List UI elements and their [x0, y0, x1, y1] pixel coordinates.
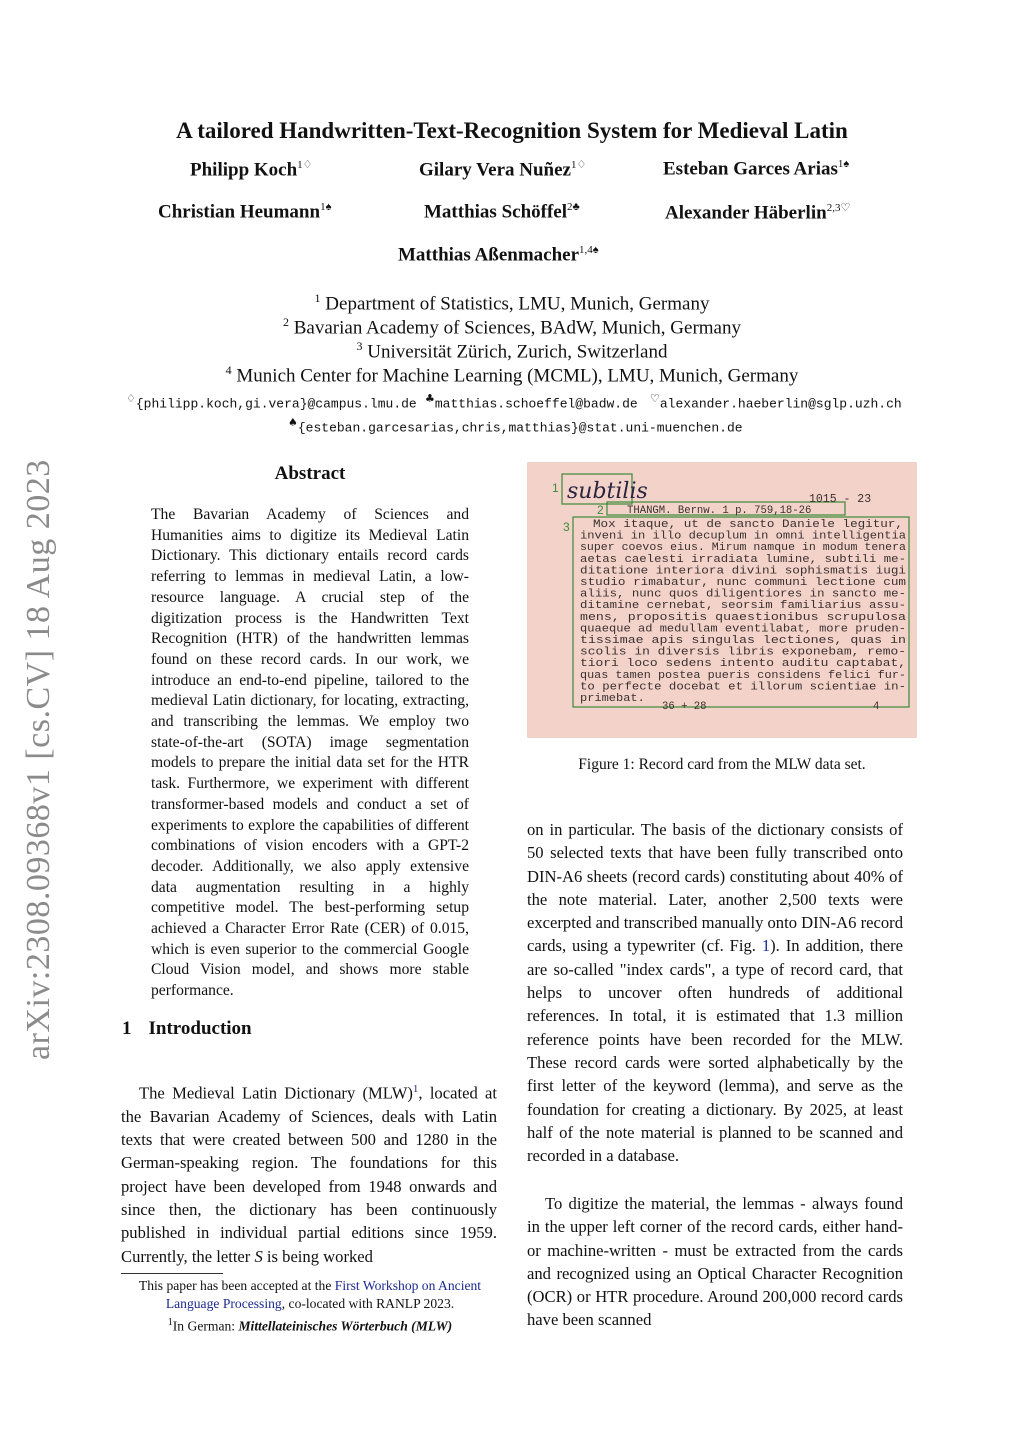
email-lmu[interactable]: ♢{philipp.koch,gi.vera}@campus.lmu.de — [126, 392, 417, 412]
card-text-line: scolis in diversis libris exponebam, remo- — [580, 646, 906, 659]
right-column-paragraph-2: To digitize the material, the lemmas - always found in the upper left corner of the record cards, either hand- or machine-written - must be extracted from the cards and recognized using an Optical Character Recognition (OCR) or HTR procedure. Around 200,000 record cards have been scanned — [527, 1194, 903, 1330]
card-text-line: quas tamen postea pueris considens felici fur- — [580, 669, 906, 682]
card-text-line: quaeque ad medullam eventilabat, more pruden- — [580, 623, 906, 636]
affiliation-3: $^3$ Universität Zürich, Zurich, Switzerland — [356, 339, 668, 363]
affiliation-1: $^1$ Department of Statistics, LMU, Munich, Germany — [314, 291, 710, 315]
author-matthias-assenmacher: Matthias Aßenmacher$^{1,4♠}$ — [398, 244, 599, 266]
section-number: 1 — [122, 1018, 132, 1039]
box-label-2: 2 — [597, 503, 604, 517]
card-text-line: ditatione interiora divini sophismatis iugi — [580, 565, 906, 578]
figure-caption: Figure 1: Record card from the MLW data set. — [578, 756, 866, 773]
card-text-line: to perfecte docebat et illorum scientiae in- — [580, 681, 906, 694]
author-gilary-vera-nunez: Gilary Vera Nuñez$^{1♢}$ — [419, 159, 587, 181]
affiliation-4: $^4$ Munich Center for Machine Learning (MCML), LMU, Munich, Germany — [225, 363, 799, 387]
record-card-image — [527, 462, 917, 738]
figure-ref-link[interactable]: 1 — [761, 936, 771, 956]
paper-title: A tailored Handwritten-Text-Recognition System for Medieval Latin — [176, 118, 848, 143]
card-text-line: Mox itaque, ut de sancto Daniele legitur, — [593, 519, 903, 531]
section-heading-introduction — [122, 1018, 252, 1040]
email-badw[interactable]: ♣matthias.schoeffel@badw.de — [425, 392, 638, 412]
abstract-heading: Abstract — [274, 463, 346, 484]
handwritten-lemma: subtilis — [567, 479, 648, 504]
card-text-line: mens, propositis quaestionibus scrupulosa — [580, 611, 906, 624]
card-footer-left: 36 + 28 — [662, 701, 707, 713]
author-alexander-haeberlin: Alexander Häberlin$^{2,3♡}$ — [665, 202, 851, 224]
author-matthias-schoeffel: Matthias Schöffel$^{2♣}$ — [424, 201, 580, 223]
abstract-body: The Bavarian Academy of Sciences and Humanities aims to digitize its Medieval Latin Dictionary. This dictionary entails record cards referring to lemmas in medieval Latin, a low-resource language. A crucial step of the digitization process is the Handwritten Text Recognition (HTR) of the handwritten lemmas found on these record cards. In our work, we introduce an end-to-end pipeline, tailored to the medieval Latin dictionary, for locating, extracting, and transcribing the lemmas. We employ two state-of-the-art (SOTA) image segmentation models to prepare the initial data set for the HTR task. Furthermore, we experiment with different transformer-based models and conduct a set of experiments to explore the capabilities of different combinations of vision encoders with a GPT-2 decoder. Additionally, we also apply extensive data augmentation resulting in a highly competitive model. The best-performing setup achieved a Character Error Rate (CER) of 0.015, which is even superior to the commercial Google Cloud Vision model, and shows more stable performance. — [151, 506, 469, 1000]
email-uzh[interactable]: ♡alexander.haeberlin@sglp.uzh.ch — [650, 392, 902, 412]
card-text-line: ditamine cernebat, seorsim familiarius assu- — [580, 600, 906, 613]
section-title: Introduction — [148, 1018, 252, 1039]
card-text-line: tiori loco sedens intento auditu captabat, — [580, 658, 906, 671]
card-text-line: super coevos eius. Mirum namque in modum tenera — [580, 542, 906, 555]
card-text-line: primebat. — [580, 693, 645, 705]
card-text-line: aliis, nunc quos diligentiores in sancto me- — [580, 588, 906, 601]
footnote-rule — [121, 1273, 223, 1274]
arxiv-identifier: arXiv:2308.09368v1 [cs.CV] 18 Aug 2023 — [20, 459, 57, 1060]
card-text-line: tissimae apis singulas lectiones, quas in — [580, 635, 906, 647]
card-text-line: studio rimabatur, nunc communi lectione cum — [580, 577, 906, 589]
email-stat-uni-muenchen[interactable]: ♠{esteban.garcesarias,chris,matthias}@stat.uni-muenchen.de — [288, 416, 743, 436]
footnote-marker-1[interactable]: 1 — [412, 1083, 419, 1095]
author-esteban-garces-arias: Esteban Garces Arias$^{1♠}$ — [663, 158, 850, 180]
box-label-1: 1 — [552, 481, 559, 495]
introduction-paragraph: The Medieval Latin Dictionary (MLW)$^1$, located at the Bavarian Academy of Sciences, deals with Latin texts that were created between 500 and 1280 in the German-speaking region. The foundations for this project have been developed from 1948 onwards and since then, the dictionary has been continuously published in individual partial editions since 1959. Currently, the letter S is being worked — [121, 1083, 497, 1266]
card-text-line: aetas caelesti irradiata lumine, subtili me- — [580, 553, 906, 566]
author-philipp-koch: Philipp Koch$^{1♢}$ — [190, 159, 313, 181]
card-footer-right: 4 — [873, 701, 880, 713]
workshop-link[interactable]: First Workshop on Ancient Language Processing — [165, 1278, 482, 1311]
affiliation-2: $^2$ Bavarian Academy of Sciences, BAdW, Munich, Germany — [282, 315, 741, 339]
author-christian-heumann: Christian Heumann$^{1♠}$ — [158, 201, 332, 223]
card-source-line: THANGM. Bernw. 1 p. 759,18-26 — [627, 505, 812, 517]
card-number: 1015 - 23 — [809, 493, 872, 506]
box-label-3: 3 — [563, 520, 570, 534]
card-text-line: inveni in illo decuplum in omni intelligentia — [580, 530, 906, 543]
footnote-1: $^1$In German: Mittellateinisches Wörterbuch (MLW) — [167, 1317, 453, 1334]
card-text-lines — [580, 519, 906, 705]
right-column-paragraph-1: on in particular. The basis of the dictionary consists of 50 selected texts that have been fully transcribed onto DIN-A6 sheets (record cards) constituting about 40% of the note material. Later, another 2,500 texts were excerpted and transcribed manually onto DIN-A6 record cards, using a typewriter (cf. Fig. 1). In addition, there are so-called "index cards", a type of record card, that helps to uncover often hundreds of additional references. In total, it is estimated that 1.3 million reference points have been recorded for the MLW. These record cards were sorted alphabetically by the first letter of the keyword (lemma), and serve as the foundation for creating a dictionary. By 2025, at least half of the note material is planned to be scanned and recorded in a database. — [527, 820, 903, 1166]
footnote-acceptance: This paper has been accepted at the First Workshop on Ancient Language Processing, co-located with RANLP 2023. — [138, 1278, 482, 1311]
figure-record-card — [527, 462, 917, 738]
